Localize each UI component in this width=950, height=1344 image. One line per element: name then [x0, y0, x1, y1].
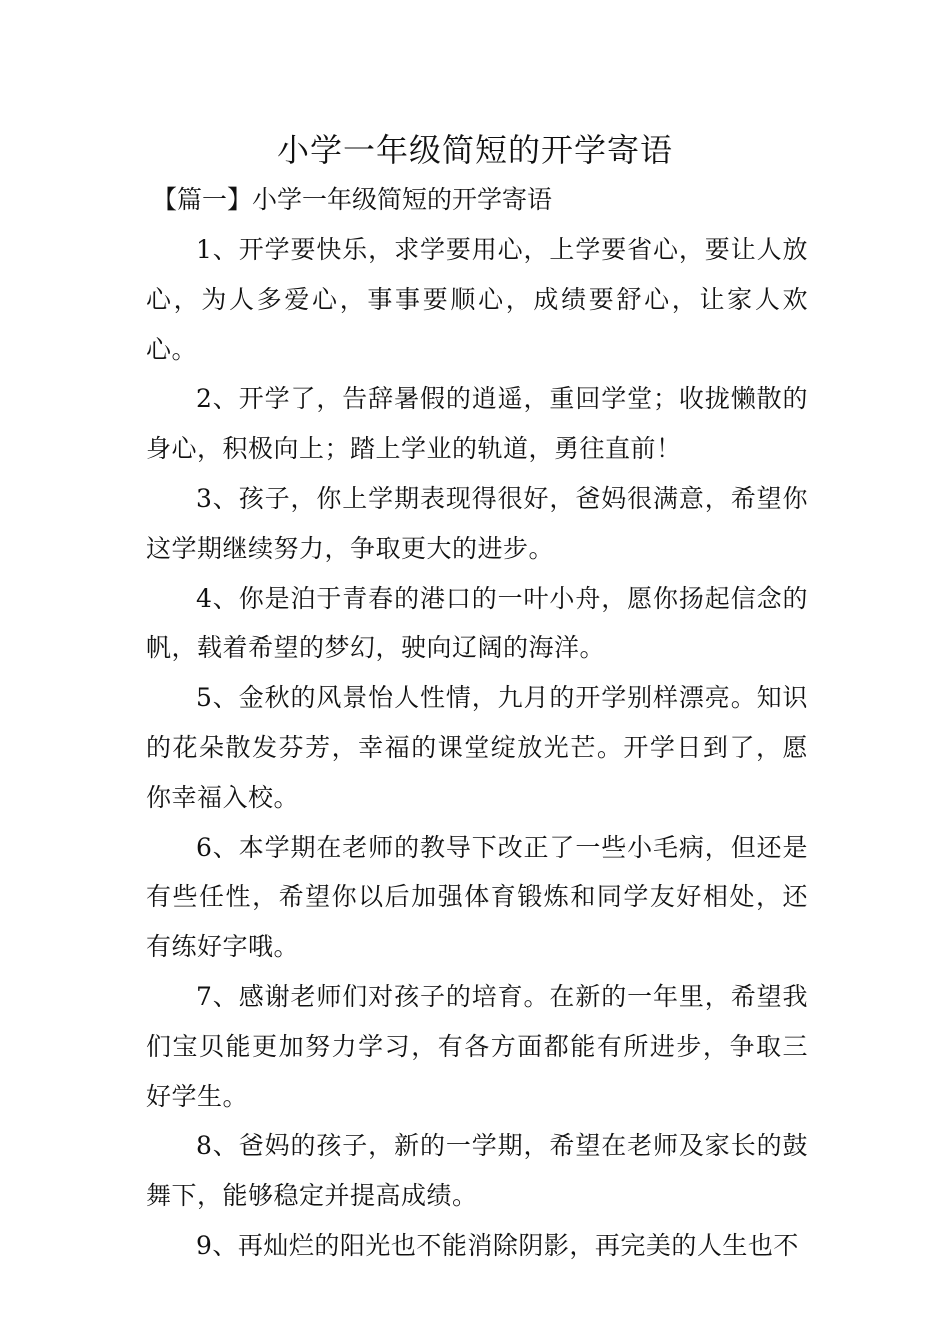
paragraph-5: 5、金秋的风景怡人性情，九月的开学别样漂亮。知识的花朵散发芬芳，幸福的课堂绽放光芒。开学日到了，愿你幸福入校。	[146, 683, 808, 812]
section-heading: 【篇一】小学一年级简短的开学寄语	[152, 185, 553, 214]
paragraph-3: 3、孩子，你上学期表现得很好，爸妈很满意，希望你这学期继续努力，争取更大的进步。	[146, 483, 808, 563]
paragraph-6: 6、本学期在老师的教导下改正了一些小毛病，但还是有些任性，希望你以后加强体育锻炼和同学友好相处，还有练好字哦。	[146, 832, 808, 962]
paragraph-7: 7、感谢老师们对孩子的培育。在新的一年里，希望我们宝贝能更加努力学习，有各方面都能有所进步，争取三好学生。	[146, 981, 808, 1111]
paragraph-9: 9、再灿烂的阳光也不能消除阴影，再完美的人生也不	[196, 1230, 799, 1260]
paragraph-1: 1、开学要快乐，求学要用心，上学要省心，要让人放心，为人多爱心，事事要顺心，成绩要舒心，让家人欢心。	[146, 235, 808, 364]
document-body	[146, 225, 808, 1271]
paragraph-2: 2、开学了，告辞暑假的逍遥，重回学堂；收拢懒散的身心，积极向上；踏上学业的轨道，勇往直前！	[146, 384, 808, 464]
paragraph-4: 4、你是泊于青春的港口的一叶小舟，愿你扬起信念的帆，载着希望的梦幻，驶向辽阔的海洋。	[146, 583, 808, 663]
paragraph-8: 8、爸妈的孩子，新的一学期，希望在老师及家长的鼓舞下，能够稳定并提高成绩。	[146, 1131, 808, 1211]
document-title: 小学一年级简短的开学寄语	[276, 131, 673, 169]
